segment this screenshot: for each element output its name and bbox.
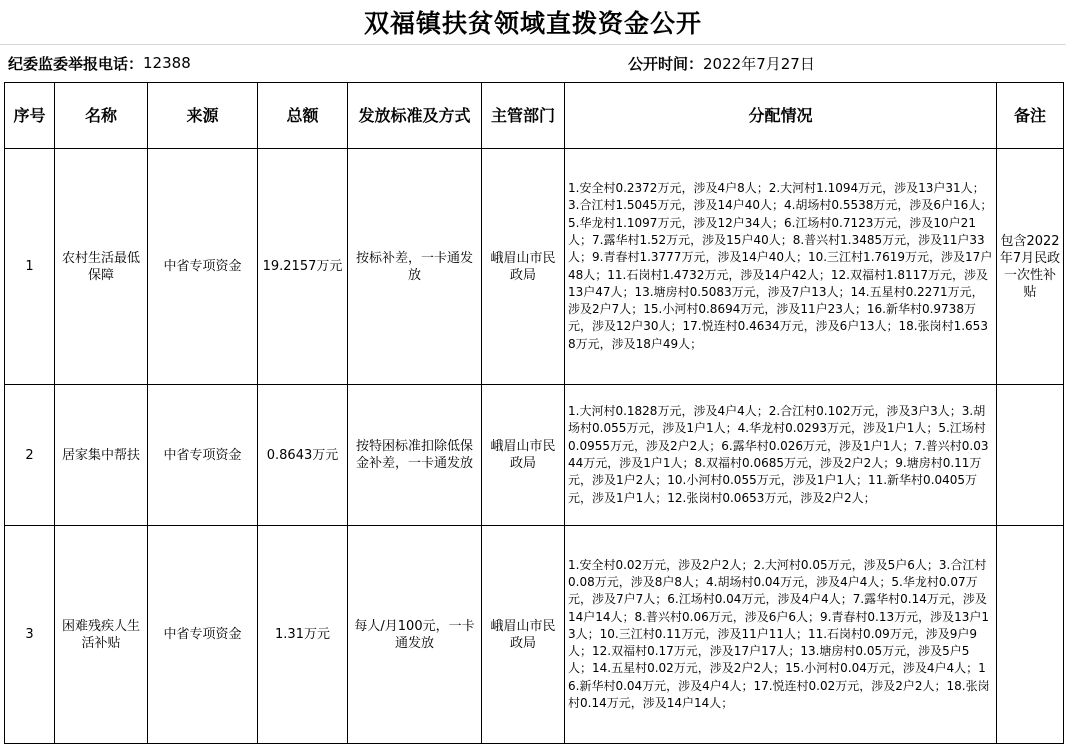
row-name: 居家集中帮扶 bbox=[55, 385, 148, 526]
header-department: 主管部门 bbox=[482, 83, 565, 149]
row-source: 中省专项资金 bbox=[148, 526, 258, 744]
row-standard: 按标补差，一卡通发放 bbox=[348, 149, 482, 385]
row-source: 中省专项资金 bbox=[148, 385, 258, 526]
header-standard: 发放标准及方式 bbox=[348, 83, 482, 149]
publish-time bbox=[628, 44, 815, 82]
row-index: 2 bbox=[5, 385, 55, 526]
row-distribution: 1.安全村0.02万元，涉及2户2人；2.大河村0.05万元，涉及5户6人；3.合江村0.08万元，涉及8户8人；4.胡场村0.04万元，涉及4户4人；5.华龙村0.07万元，涉及7户7人；6.江场村0.04万元，涉及4户4人；7.露华村0.14万元，涉及14户14人；8.普兴村0.06万元，涉及6户6人；9.青春村0.13万元，涉及13户13人；10.三江村0.11万元，涉及11户11人；11.石岗村0.09万元，涉及9户9人；12.双福村0.17万元，涉及17户17人；13.塘房村0.05万元，涉及5户5人；14.五星村0.02万元，涉及2户2人；15.小河村0.04万元，涉及4户4人；16.新华村0.04万元，涉及4户4人；17.悦连村0.02万元，涉及2户2人；18.张岗村0.14万元，涉及14户14人； bbox=[565, 526, 997, 744]
page-title: 双福镇扶贫领域直拨资金公开 bbox=[0, 0, 1066, 45]
row-name: 困难残疾人生活补贴 bbox=[55, 526, 148, 744]
header-index: 序号 bbox=[5, 83, 55, 149]
row-amount: 0.8643万元 bbox=[258, 385, 348, 526]
publish-time-label: 公开时间： bbox=[628, 54, 704, 73]
table-row bbox=[5, 385, 1064, 526]
row-department: 峨眉山市民政局 bbox=[482, 149, 565, 385]
header-amount: 总额 bbox=[258, 83, 348, 149]
row-department: 峨眉山市民政局 bbox=[482, 526, 565, 744]
publish-time-value: 2022年7月27日 bbox=[703, 54, 815, 73]
row-note bbox=[997, 385, 1064, 526]
row-standard: 每人/月100元，一卡通发放 bbox=[348, 526, 482, 744]
row-note bbox=[997, 526, 1064, 744]
row-amount: 19.2157万元 bbox=[258, 149, 348, 385]
table-header-row bbox=[5, 83, 1064, 149]
row-department: 峨眉山市民政局 bbox=[482, 385, 565, 526]
row-source: 中省专项资金 bbox=[148, 149, 258, 385]
header-name: 名称 bbox=[55, 83, 148, 149]
report-phone-value: 12388 bbox=[143, 54, 191, 72]
table-row bbox=[5, 149, 1064, 385]
fund-table bbox=[4, 82, 1064, 744]
row-index: 1 bbox=[5, 149, 55, 385]
row-note: 包含2022年7月民政一次性补贴 bbox=[997, 149, 1064, 385]
row-standard: 按特困标准扣除低保金补差，一卡通发放 bbox=[348, 385, 482, 526]
header-source: 来源 bbox=[148, 83, 258, 149]
row-amount: 1.31万元 bbox=[258, 526, 348, 744]
header-note: 备注 bbox=[997, 83, 1064, 149]
table-row bbox=[5, 526, 1064, 744]
report-phone bbox=[8, 44, 191, 82]
report-phone-label: 纪委监委举报电话： bbox=[8, 54, 144, 73]
row-distribution: 1.安全村0.2372万元，涉及4户8人；2.大河村1.1094万元，涉及13户31人；3.合江村1.5045万元，涉及14户40人；4.胡场村0.5538万元，涉及6户16人；5.华龙村1.1097万元，涉及12户34人；6.江场村0.7123万元，涉及10户21人；7.露华村1.52万元，涉及15户40人；8.普兴村1.3485万元，涉及11户33人；9.青春村1.3777万元，涉及14户40人；10.三江村1.7619万元，涉及17户48人；11.石岗村1.4732万元，涉及14户42人；12.双福村1.8117万元，涉及13户47人；13.塘房村0.5083万元，涉及7户13人；14.五星村0.2271万元，涉及2户7人；15.小河村0.8694万元，涉及11户23人；16.新华村0.9738万元，涉及12户30人；17.悦连村0.4634万元，涉及6户13人；18.张岗村1.6538万元，涉及18户49人； bbox=[565, 149, 997, 385]
row-index: 3 bbox=[5, 526, 55, 744]
header-distribution: 分配情况 bbox=[565, 83, 997, 149]
row-name: 农村生活最低保障 bbox=[55, 149, 148, 385]
row-distribution: 1.大河村0.1828万元，涉及4户4人；2.合江村0.102万元，涉及3户3人；3.胡场村0.055万元，涉及1户1人；4.华龙村0.0293万元，涉及1户1人；5.江场村0.0955万元，涉及2户2人；6.露华村0.026万元，涉及1户1人；7.普兴村0.0344万元，涉及1户1人；8.双福村0.0685万元，涉及2户2人；9.塘房村0.11万元，涉及1户2人；10.小河村0.055万元，涉及1户1人；11.新华村0.0405万元，涉及1户1人；12.张岗村0.0653万元，涉及2户2人； bbox=[565, 385, 997, 526]
